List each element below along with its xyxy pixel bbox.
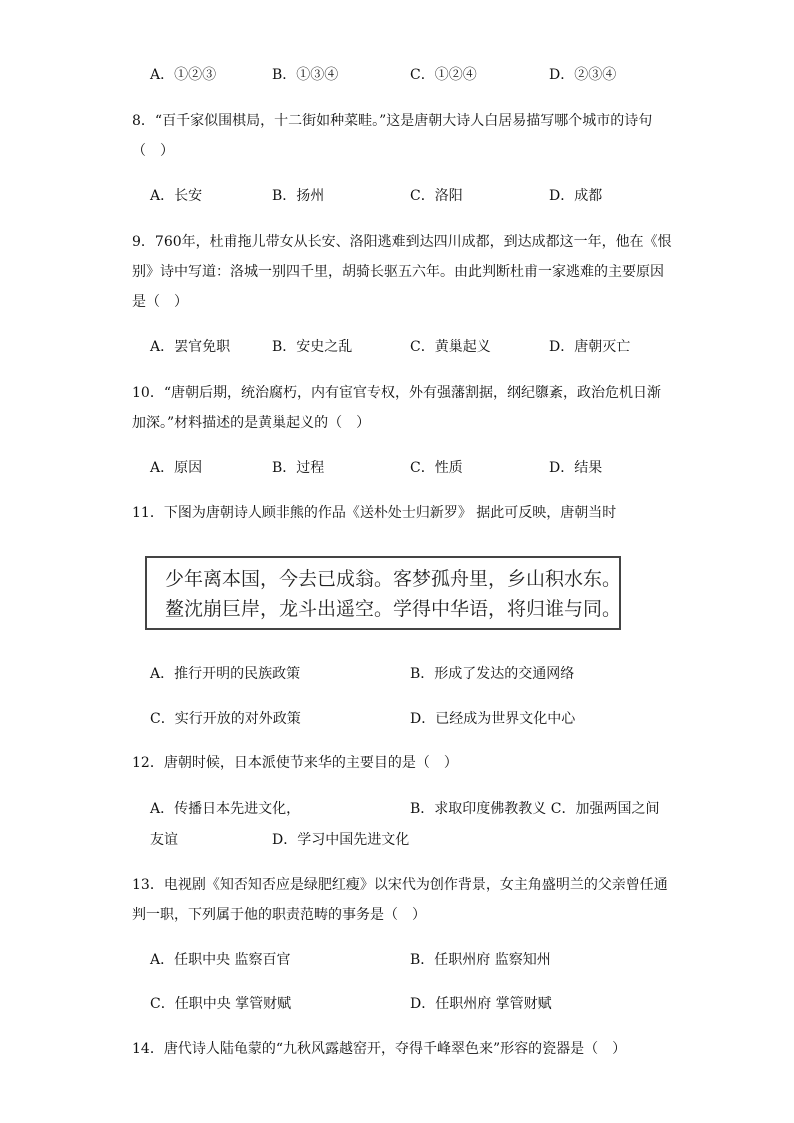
q10-option-b[interactable]: B．过程: [272, 460, 325, 476]
q7-option-d[interactable]: D．②③④: [549, 67, 617, 83]
q12-stem: 12．唐朝时候，日本派使节来华的主要目的是（ ）: [132, 755, 458, 771]
poem-line-1: 少年离本国，今去已成翁。客梦孤舟里，乡山积水东。: [165, 568, 622, 590]
q12-option-a[interactable]: A．传播日本先进文化，: [150, 801, 301, 817]
q10-option-a[interactable]: A．原因: [150, 460, 203, 476]
q8-option-b[interactable]: B．扬州: [272, 188, 325, 204]
q9-option-d[interactable]: D．唐朝灭亡: [549, 339, 631, 355]
q13-stem-cont: 判一职，下列属于他的职责范畴的事务是（ ）: [132, 907, 426, 923]
q9-stem-cont: 别》诗中写道：洛城一别四千里，胡骑长驱五六年。由此判断杜甫一家逃难的主要原因: [132, 264, 664, 280]
q9-stem-cont2: 是（ ）: [132, 294, 188, 310]
q12-option-c-cont[interactable]: 友谊: [150, 832, 178, 848]
q14-stem: 14．唐代诗人陆龟蒙的“九秋风露越窑开，夺得千峰翠色来”形容的瓷器是（ ）: [132, 1041, 627, 1057]
q8-option-a[interactable]: A．长安: [150, 188, 203, 204]
q9-option-b[interactable]: B．安史之乱: [272, 339, 353, 355]
q11-option-b[interactable]: B．形成了发达的交通网络: [410, 666, 575, 682]
q13-option-b[interactable]: B．任职州府 监察知州: [410, 952, 551, 968]
q11-option-c[interactable]: C．实行开放的对外政策: [150, 711, 301, 727]
q10-stem: 10．“唐朝后期，统治腐朽，内有宦官专权，外有强藩割据，纲纪隳紊，政治危机日渐: [132, 385, 661, 401]
q9-stem: 9．760年，杜甫拖儿带女从长安、洛阳逃难到达四川成都，到达成都这一年，他在《恨: [132, 234, 672, 250]
poem-box: [145, 556, 621, 630]
q8-option-c[interactable]: C．洛阳: [410, 188, 463, 204]
q8-option-d[interactable]: D．成都: [549, 188, 603, 204]
q8-stem: 8．“百千家似围棋局，十二街如种菜畦。”这是唐朝大诗人白居易描写哪个城市的诗句: [132, 113, 653, 129]
q11-option-a[interactable]: A．推行开明的民族政策: [150, 666, 301, 682]
q7-option-a[interactable]: A．①②③: [150, 67, 217, 83]
q9-option-c[interactable]: C．黄巢起义: [410, 339, 491, 355]
q12-option-b-c[interactable]: B．求取印度佛教教义 C．加强两国之间: [410, 801, 660, 817]
q10-stem-cont: 加深。”材料描述的是黄巢起义的（ ）: [132, 415, 371, 431]
poem-line-2: 鳌沈崩巨岸，龙斗出遥空。学得中华语，将归谁与同。: [165, 598, 622, 620]
q13-option-c[interactable]: C．任职中央 掌管财赋: [150, 996, 292, 1012]
q11-stem: 11．下图为唐朝诗人顾非熊的作品《送朴处士归新罗》 据此可反映，唐朝当时: [132, 505, 617, 521]
q7-option-c[interactable]: C．①②④: [410, 67, 477, 83]
q7-option-b[interactable]: B．①③④: [272, 67, 339, 83]
q9-option-a[interactable]: A．罢官免职: [150, 339, 231, 355]
q13-option-a[interactable]: A．任职中央 监察百官: [150, 952, 291, 968]
q12-option-d[interactable]: D．学习中国先进文化: [272, 832, 410, 848]
q13-option-d[interactable]: D．任职州府 掌管财赋: [410, 996, 552, 1012]
q11-option-d[interactable]: D．已经成为世界文化中心: [410, 711, 576, 727]
q10-option-d[interactable]: D．结果: [549, 460, 603, 476]
q8-stem-cont: （ ）: [132, 143, 174, 159]
q13-stem: 13．电视剧《知否知否应是绿肥红瘦》以宋代为创作背景，女主角盛明兰的父亲曾任通: [132, 877, 668, 893]
q10-option-c[interactable]: C．性质: [410, 460, 463, 476]
